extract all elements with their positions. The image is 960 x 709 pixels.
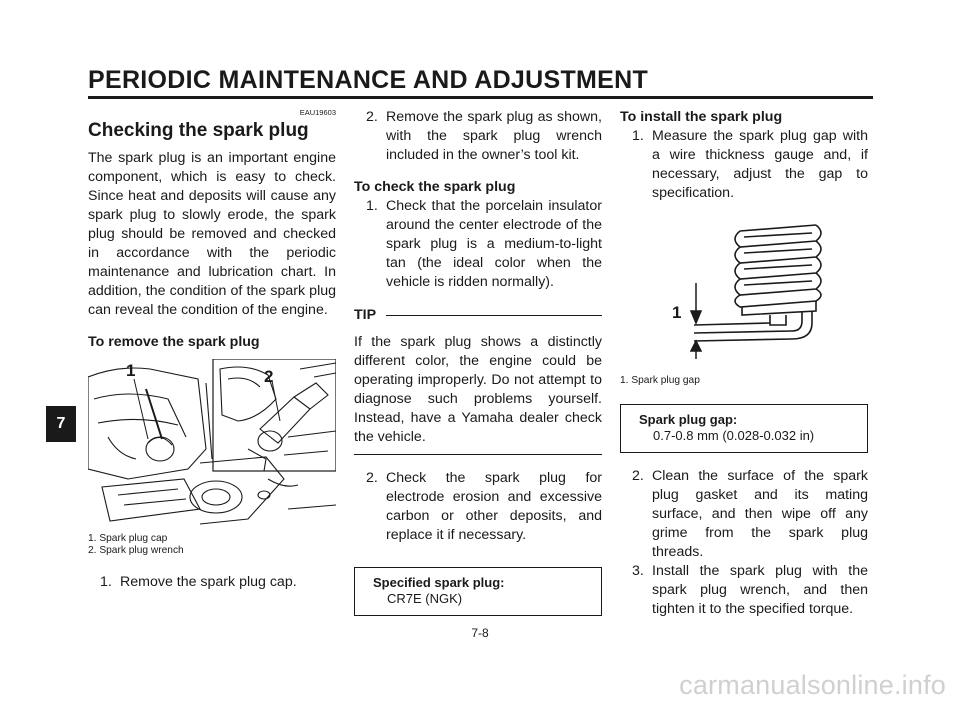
spec-label: Specified spark plug: [373, 575, 505, 590]
gap-caption: 1. Spark plug gap [620, 375, 700, 386]
remove-heading: To remove the spark plug [88, 334, 260, 350]
figure-callout-1: 1 [126, 361, 136, 380]
gap-callout-1: 1 [672, 303, 682, 322]
spec-label: Spark plug gap: [639, 412, 738, 427]
install-step-3 [620, 562, 868, 619]
step-text: Check the spark plug for electrode erosion and excessive carbon or other deposits, and replace it if necessary. [386, 470, 602, 543]
remove-step-2 [354, 108, 602, 165]
column-2 [354, 108, 602, 616]
step-number: 2. [366, 470, 378, 486]
tip-label: TIP [354, 307, 377, 323]
figure-callout-2: 2 [264, 367, 274, 386]
remove-caption-2: 2. Spark plug wrench [88, 545, 184, 556]
step-number: 2. [632, 468, 644, 484]
step-number: 1. [632, 128, 644, 144]
header-rule [88, 96, 873, 99]
check-step-2 [354, 469, 602, 545]
step-text: Measure the spark plug gap with a wire thickness gauge and, if necessary, adjust the gap to specification. [652, 128, 868, 201]
check-heading: To check the spark plug [354, 179, 516, 195]
step-number: 1. [100, 574, 112, 590]
watermark: carmanualsonline.info [679, 670, 946, 700]
column-1 [88, 108, 336, 592]
check-step-1 [354, 197, 602, 292]
install-heading: To install the spark plug [620, 109, 783, 125]
tip-rule [386, 315, 602, 316]
spark-plug-gap-illustration [620, 223, 868, 363]
gap-figure [620, 223, 868, 363]
gap-spec-box [620, 404, 868, 453]
engine-illustration [88, 359, 336, 529]
chapter-tab: 7 [46, 406, 76, 442]
install-step-1 [620, 127, 868, 203]
page-number: 7-8 [471, 626, 489, 640]
step-text: Remove the spark plug as shown, with the spark plug wrench included in the owner’s tool kit. [386, 109, 602, 163]
column-3 [620, 108, 868, 619]
spec-value: 0.7-0.8 mm (0.028-0.032 in) [653, 428, 815, 443]
step-number: 1. [366, 198, 378, 214]
install-step-2 [620, 467, 868, 562]
step-number: 3. [632, 563, 644, 579]
step-text: Check that the porcelain insulator around the center electrode of the spark plug is a medium-to-light tan (the ideal color when the vehicle is ridden normally). [386, 198, 602, 290]
spec-value: CR7E (NGK) [387, 591, 463, 606]
tip-text: If the spark plug shows a distinctly different color, the engine could be operating improperly. Do not attempt to diagnose such problems yourself. Instead, have a Yamaha dealer check the vehicle. [354, 334, 602, 445]
tip-header [354, 306, 602, 325]
intro-paragraph: The spark plug is an important engine component, which is easy to check. Since heat and deposits will cause any spark plug to slowly erode, the spark plug should be removed and checked in accordance with the periodic maintenance and lubrication chart. In addition, the condition of the spark plug can reveal the condition of the engine. [88, 150, 336, 318]
remove-figure [88, 359, 336, 529]
tip-end-rule [354, 454, 602, 455]
section-code: EAU19603 [299, 108, 336, 117]
remove-step-1 [88, 573, 336, 592]
section-title: Checking the spark plug [88, 120, 309, 141]
step-number: 2. [366, 109, 378, 125]
remove-caption-1: 1. Spark plug cap [88, 533, 168, 544]
step-text: Install the spark plug with the spark plug wrench, and then tighten it to the specified torque. [652, 563, 868, 617]
spark-plug-spec-box [354, 567, 602, 616]
page-header-title: PERIODIC MAINTENANCE AND ADJUSTMENT [88, 66, 649, 94]
step-text: Clean the surface of the spark plug gasket and its mating surface, and then wipe off any grime from the spark plug threads. [652, 468, 868, 560]
step-text: Remove the spark plug cap. [120, 574, 297, 590]
